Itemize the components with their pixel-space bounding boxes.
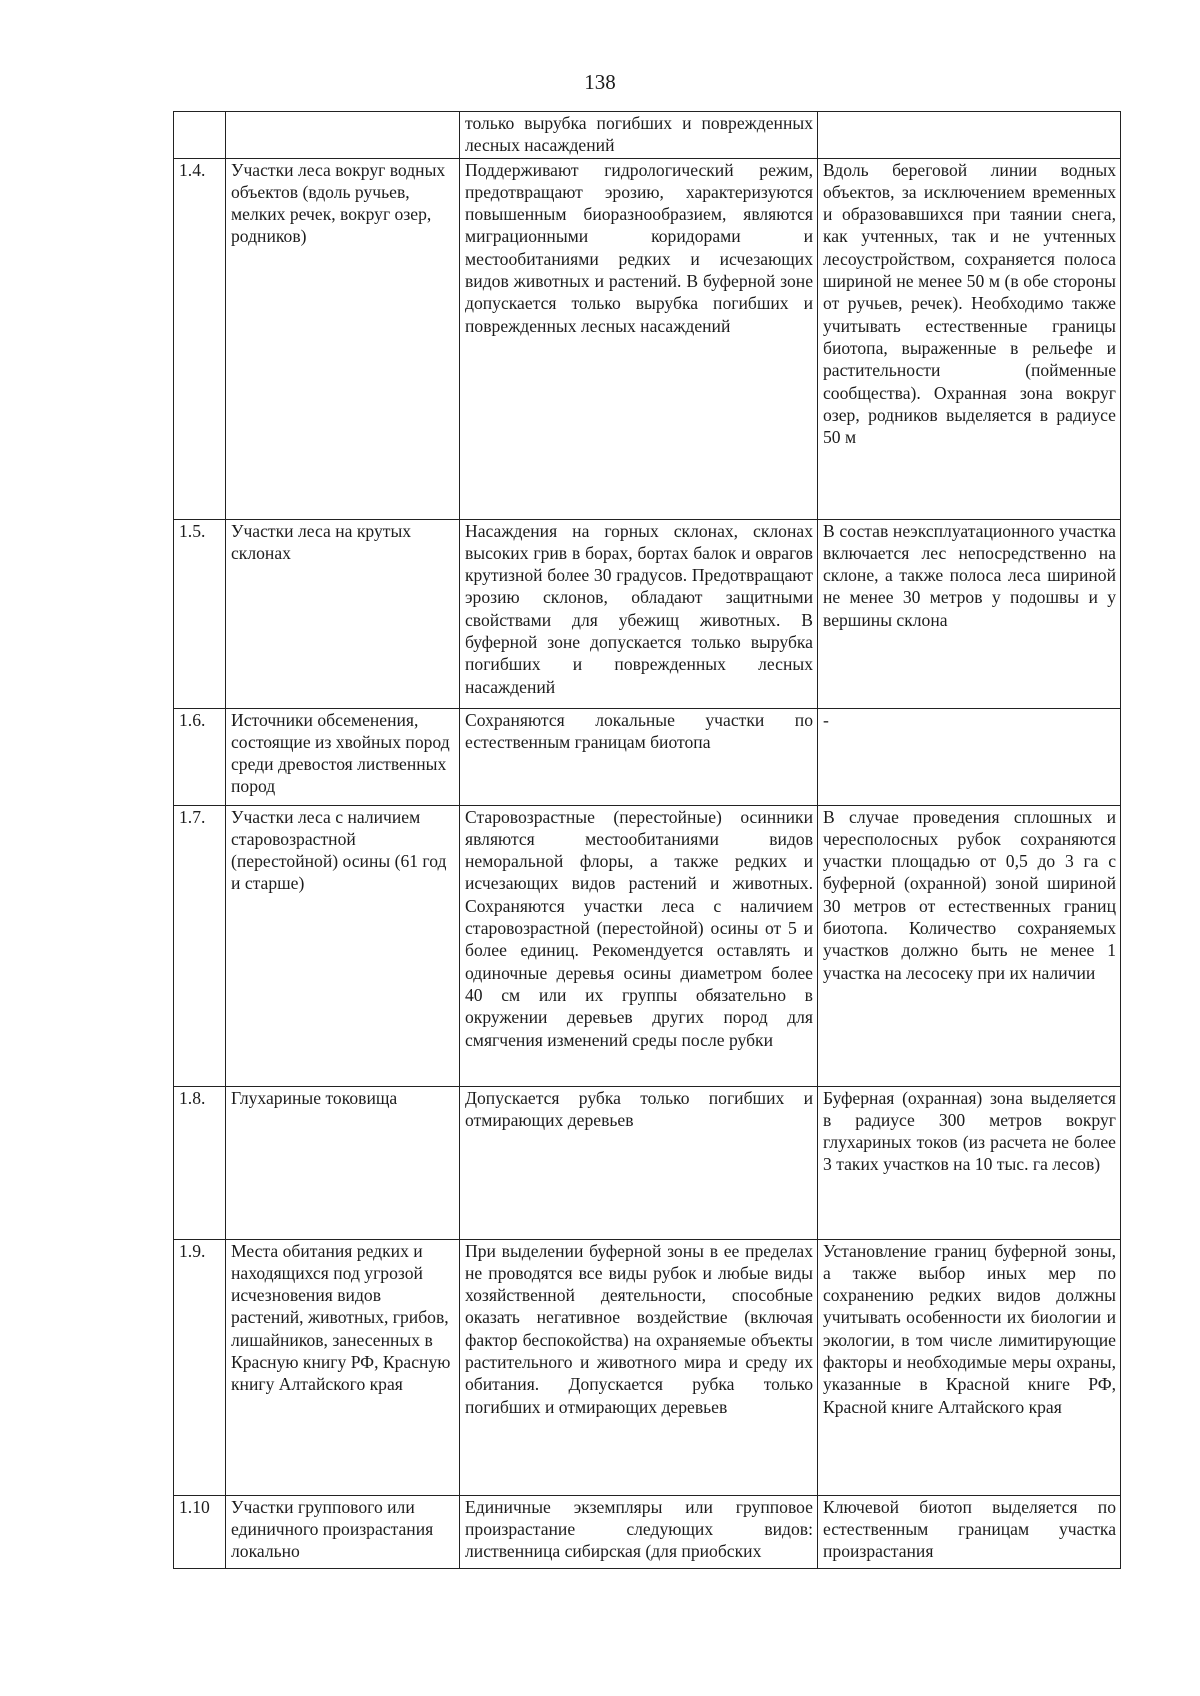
preservation-conditions: Ключевой биотоп выделяется по естественным границам участка произрастания — [818, 1495, 1121, 1568]
biotope-name — [226, 112, 460, 159]
row-number — [174, 112, 226, 159]
biotope-name: Места обитания редких и находящихся под угрозой исчезновения видов растений, животных, грибов, лишайников, занесенных в Красную книгу РФ, Красную книгу Алтайского края — [226, 1239, 460, 1495]
biotope-description: Старовозрастные (перестойные) осинники являются местообитаниями видов неморальной флоры, а также редких и исчезающих видов растений и животных. Сохраняются участки леса с наличием старовозрастной (перестойной) осины от 5 и более единиц. Рекомендуется оставлять и одиночные деревья осины диаметром более 40 см или их группы обязательно в окружении деревьев других пород для смягчения изменений среды после рубки — [460, 805, 818, 1086]
biotope-name: Участки группового или единичного произрастания локально — [226, 1495, 460, 1568]
biotope-description: Поддерживают гидрологический режим, предотвращают эрозию, характеризуются повышенным биоразнообразием, являются миграционными коридорами и местообитаниями редких и исчезающих видов животных и растений. В буферной зоне допускается только вырубка погибших и поврежденных лесных насаждений — [460, 158, 818, 519]
biotope-name: Источники обсеменения, состоящие из хвойных пород среди древостоя лиственных пород — [226, 708, 460, 805]
preservation-conditions — [818, 112, 1121, 159]
row-number: 1.10 — [174, 1495, 226, 1568]
row-number: 1.6. — [174, 708, 226, 805]
table-row — [174, 1239, 1121, 1495]
biotope-description: Допускается рубка только погибших и отмирающих деревьев — [460, 1086, 818, 1239]
table-row — [174, 112, 1121, 159]
table-row — [174, 708, 1121, 805]
table-row — [174, 1086, 1121, 1239]
biotope-description: Сохраняются локальные участки по естественным границам биотопа — [460, 708, 818, 805]
table-row — [174, 519, 1121, 708]
table-row — [174, 1495, 1121, 1568]
biotope-description: только вырубка погибших и поврежденных лесных насаждений — [460, 112, 818, 159]
biotope-name: Участки леса на крутых склонах — [226, 519, 460, 708]
row-number: 1.7. — [174, 805, 226, 1086]
biotope-name: Участки леса вокруг водных объектов (вдоль ручьев, мелких речек, вокруг озер, родников) — [226, 158, 460, 519]
biotope-description: Единичные экземпляры или групповое произрастание следующих видов: лиственница сибирская (для приобских — [460, 1495, 818, 1568]
table-row — [174, 805, 1121, 1086]
biotope-table — [173, 111, 1121, 1569]
biotope-name: Участки леса с наличием старовозрастной (перестойной) осины (61 год и старше) — [226, 805, 460, 1086]
biotope-description: При выделении буферной зоны в ее пределах не проводятся все виды рубок и любые виды хозяйственной деятельности, способные оказать негативное воздействие (включая фактор беспокойства) на охраняемые объекты растительного и животного мира и среду их обитания. Допускается рубка только погибших и отмирающих деревьев — [460, 1239, 818, 1495]
preservation-conditions: В состав неэксплуатационного участка включается лес непосредственно на склоне, а также полоса леса шириной не менее 30 метров у подошвы и у вершины склона — [818, 519, 1121, 708]
preservation-conditions: Вдоль береговой линии водных объектов, за исключением временных и образовавшихся при таянии снега, как учтенных, так и не учтенных лесоустройством, сохраняется полоса шириной не менее 50 м (в обе стороны от ручьев, речек). Необходимо также учитывать естественные границы биотопа, выраженные в рельефе и растительности (пойменные сообщества). Охранная зона вокруг озер, родников выделяется в радиусе 50 м — [818, 158, 1121, 519]
preservation-conditions: В случае проведения сплошных и чересполосных рубок сохраняются участки площадью от 0,5 до 3 га с буферной (охранной) зоной шириной 30 метров от естественных границ биотопа. Количество сохраняемых участков должно быть не менее 1 участка на лесосеку при их наличии — [818, 805, 1121, 1086]
preservation-conditions: Установление границ буферной зоны, а также выбор иных мер по сохранению редких видов должны учитывать особенности их биологии и экологии, в том числе лимитирующие факторы и необходимые меры охраны, указанные в Красной книге РФ, Красной книге Алтайского края — [818, 1239, 1121, 1495]
row-number: 1.5. — [174, 519, 226, 708]
row-number: 1.9. — [174, 1239, 226, 1495]
row-number: 1.4. — [174, 158, 226, 519]
biotope-description: Насаждения на горных склонах, склонах высоких грив в борах, бортах балок и оврагов крутизной более 30 градусов. Предотвращают эрозию склонов, обладают защитными свойствами для убежищ животных. В буферной зоне допускается только вырубка погибших и поврежденных лесных насаждений — [460, 519, 818, 708]
table-row — [174, 158, 1121, 519]
biotope-name: Глухариные токовища — [226, 1086, 460, 1239]
row-number: 1.8. — [174, 1086, 226, 1239]
page-number: 138 — [584, 70, 616, 94]
preservation-conditions: Буферная (охранная) зона выделяется в радиусе 300 метров вокруг глухариных токов (из расчета не более 3 таких участков на 10 тыс. га лесов) — [818, 1086, 1121, 1239]
preservation-conditions: - — [818, 708, 1121, 805]
